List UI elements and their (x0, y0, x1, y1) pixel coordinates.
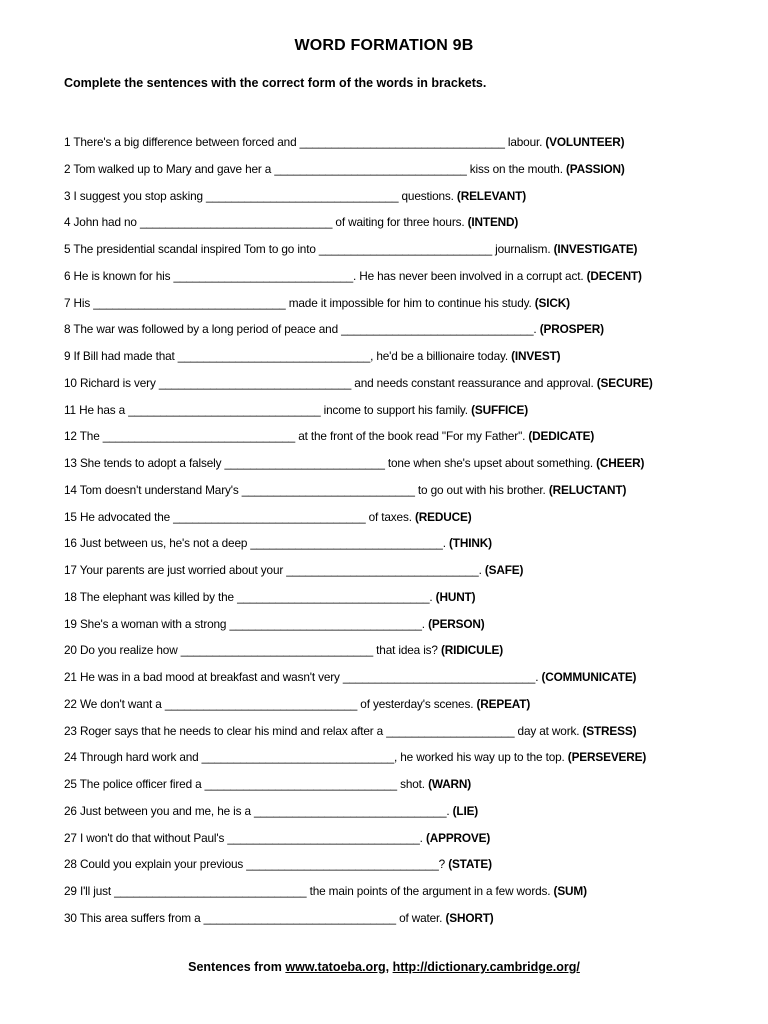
word-hint: (STATE) (448, 857, 492, 872)
sentence-text: 25 The police officer fired a ______________________________ shot. (64, 777, 425, 791)
sentence-26 (64, 802, 724, 829)
sentence-text: 6 He is known for his ____________________________. He has never been involved in a corrupt act. (64, 268, 584, 283)
word-hint: (LIE) (452, 803, 479, 818)
sentence-25 (64, 775, 724, 802)
sentence-3 (64, 187, 724, 214)
sentence-list (64, 133, 724, 936)
sentence-17 (64, 561, 724, 588)
sentence-text: 20 Do you realize how ______________________________ that idea is? (64, 643, 438, 658)
sentence-12 (64, 427, 724, 454)
sentence-text: 28 Could you explain your previous ______________________________? (64, 857, 446, 872)
sentence-text: 15 He advocated the ______________________________ of taxes. (64, 509, 412, 524)
word-hint: (DEDICATE) (528, 429, 595, 444)
sentence-text: 18 The elephant was killed by the ______________________________. (64, 589, 433, 604)
word-hint: (SECURE) (596, 375, 653, 390)
sentence-16 (64, 534, 724, 561)
word-hint: (RELEVANT) (456, 188, 526, 203)
word-hint: (DECENT) (586, 268, 642, 283)
sentence-text: 2 Tom walked up to Mary and gave her a ______________________________ kiss on the mouth. (64, 161, 563, 176)
footer-separator: , (385, 960, 390, 974)
sentence-23 (64, 722, 724, 749)
word-hint: (COMMUNICATE) (541, 670, 637, 684)
word-hint: (HUNT) (435, 589, 476, 604)
word-hint: (RIDICULE) (440, 643, 504, 658)
sentence-text: 14 Tom doesn't understand Mary's ___________________________ to go out with his brother. (64, 482, 546, 497)
word-hint: (PERSON) (428, 616, 485, 631)
word-hint: (STRESS) (582, 723, 637, 738)
sentence-text: 5 The presidential scandal inspired Tom to go into ___________________________ journalism. (64, 242, 551, 256)
sentence-text: 1 There's a big difference between forced and ________________________________ labour. (64, 135, 543, 149)
sentence-7 (64, 294, 724, 321)
word-hint: (PASSION) (565, 161, 625, 176)
sentence-text: 11 He has a ______________________________ income to support his family. (64, 402, 468, 417)
footer-credits (0, 960, 768, 974)
sentence-15 (64, 508, 724, 535)
word-hint: (VOLUNTEER) (545, 135, 625, 149)
sentence-text: 21 He was in a bad mood at breakfast and wasn't very ______________________________. (64, 670, 539, 684)
sentence-28 (64, 855, 724, 882)
word-hint: (THINK) (449, 536, 492, 551)
word-hint: (INVESTIGATE) (553, 242, 638, 256)
sentence-21 (64, 668, 724, 695)
word-hint: (SAFE) (484, 563, 524, 577)
sentence-19 (64, 615, 724, 642)
sentence-2 (64, 160, 724, 187)
sentence-13 (64, 454, 724, 481)
sentence-10 (64, 374, 724, 401)
sentence-text: 9 If Bill had made that ______________________________, he'd be a billionaire today. (64, 349, 508, 363)
page-title: WORD FORMATION 9B (294, 37, 474, 54)
instructions: Complete the sentences with the correct form of the words in brackets. (64, 76, 487, 90)
word-hint: (REDUCE) (415, 509, 472, 524)
cambridge-dictionary-link[interactable]: http://dictionary.cambridge.org/ (392, 960, 580, 974)
sentence-text: 22 We don't want a ______________________________ of yesterday's scenes. (64, 696, 474, 711)
sentence-text: 10 Richard is very ______________________________ and needs constant reassurance and approval. (64, 375, 594, 390)
sentence-text: 30 This area suffers from a ______________________________ of water. (64, 910, 443, 925)
word-hint: (PERSEVERE) (567, 750, 647, 765)
sentence-text: 4 John had no ______________________________ of waiting for three hours. (64, 215, 465, 230)
word-hint: (WARN) (428, 777, 472, 791)
word-hint: (REPEAT) (476, 696, 531, 711)
sentence-8 (64, 320, 724, 347)
word-hint: (CHEER) (596, 456, 645, 470)
sentence-text: 24 Through hard work and ______________________________, he worked his way up to the top. (64, 750, 565, 765)
sentence-text: 29 I'll just ______________________________ the main points of the argument in a few words. (64, 884, 551, 898)
sentence-14 (64, 481, 724, 508)
sentence-30 (64, 909, 724, 936)
sentence-text: 16 Just between us, he's not a deep ______________________________. (64, 536, 446, 551)
sentence-text: 27 I won't do that without Paul's ______________________________. (64, 830, 423, 845)
sentence-27 (64, 829, 724, 856)
tatoeba-link[interactable]: www.tatoeba.org (285, 960, 386, 974)
sentence-text: 8 The war was followed by a long period of peace and ______________________________. (64, 322, 537, 337)
sentence-text: 19 She's a woman with a strong ______________________________. (64, 616, 425, 631)
word-hint: (SUFFICE) (471, 402, 529, 417)
sentence-18 (64, 588, 724, 615)
word-hint: (SICK) (534, 295, 570, 310)
sentence-text: 26 Just between you and me, he is a ______________________________. (64, 803, 450, 818)
sentence-text: 23 Roger says that he needs to clear his mind and relax after a ____________________ day at work. (64, 723, 580, 738)
word-hint: (SUM) (553, 884, 587, 898)
word-hint: (APPROVE) (425, 830, 491, 845)
sentence-20 (64, 641, 724, 668)
footer-prefix: Sentences from (188, 960, 282, 974)
sentence-5 (64, 240, 724, 267)
sentence-6 (64, 267, 724, 294)
sentence-29 (64, 882, 724, 909)
sentence-1 (64, 133, 724, 160)
sentence-22 (64, 695, 724, 722)
sentence-24 (64, 748, 724, 775)
sentence-text: 17 Your parents are just worried about your ______________________________. (64, 563, 482, 577)
sentence-text: 3 I suggest you stop asking ______________________________ questions. (64, 188, 454, 203)
word-hint: (INTEND) (467, 215, 519, 230)
sentence-text: 7 His ______________________________ made it impossible for him to continue his study. (64, 295, 532, 310)
sentence-9 (64, 347, 724, 374)
word-hint: (RELUCTANT) (548, 482, 627, 497)
sentence-text: 12 The ______________________________ at the front of the book read "For my Father". (64, 429, 526, 444)
word-hint: (PROSPER) (539, 322, 604, 337)
sentence-4 (64, 213, 724, 240)
word-hint: (INVEST) (511, 349, 561, 363)
sentence-11 (64, 401, 724, 428)
word-hint: (SHORT) (445, 910, 494, 925)
sentence-text: 13 She tends to adopt a falsely _________________________ tone when she's upset about something. (64, 456, 593, 470)
